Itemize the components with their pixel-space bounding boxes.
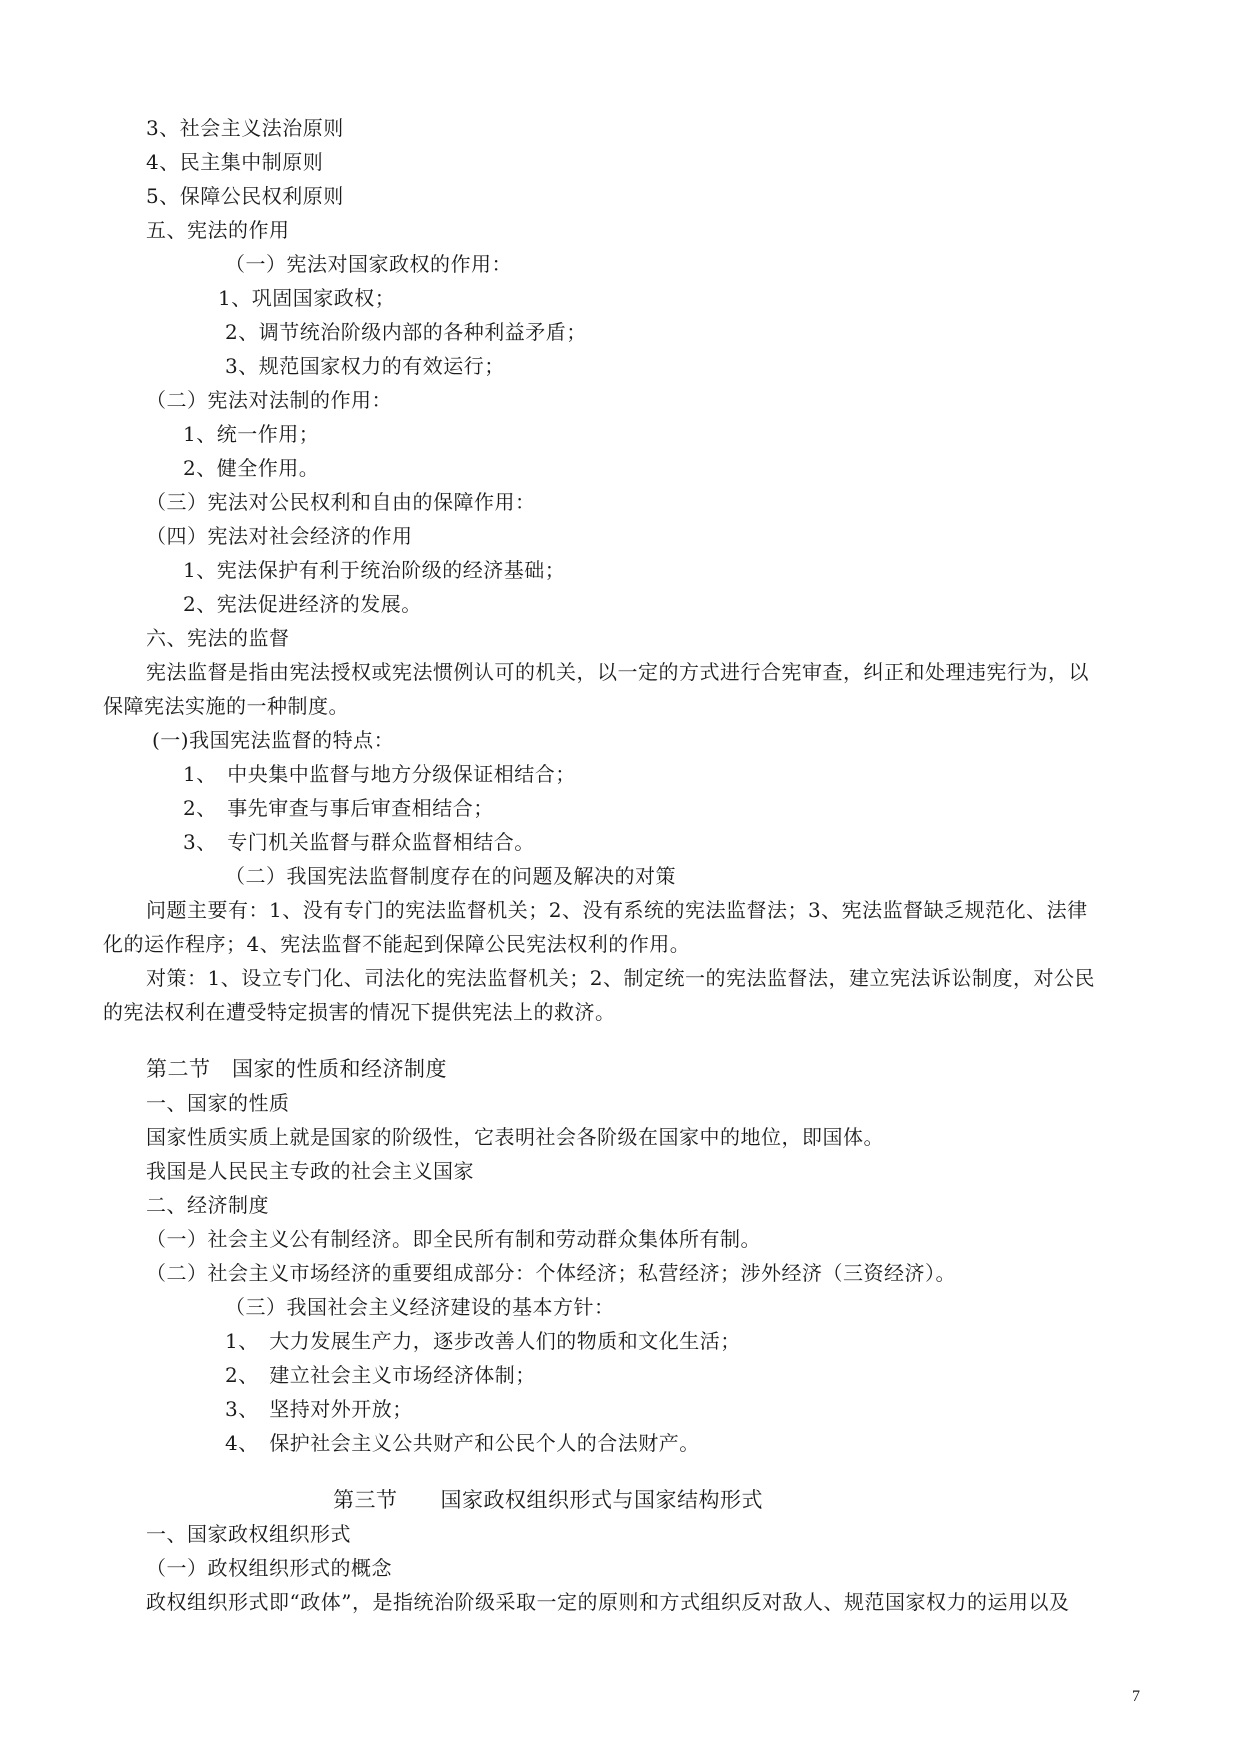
subsection-heading: （四）宪法对社会经济的作用	[146, 524, 413, 548]
text-line: 4、民主集中制原则	[146, 150, 324, 174]
subsection-heading: (一)我国宪法监督的特点：	[152, 728, 395, 752]
subsection-heading: （一）社会主义公有制经济。即全民所有制和劳动群众集体所有制。	[146, 1227, 761, 1251]
list-item: 1、统一作用；	[183, 422, 320, 446]
subsection-heading: （一）宪法对国家政权的作用：	[225, 252, 512, 276]
text-line: 3、社会主义法治原则	[146, 116, 344, 140]
paragraph-line: 保障宪法实施的一种制度。	[103, 694, 349, 718]
list-item: 3、 坚持对外开放；	[225, 1397, 413, 1421]
subsection-heading: （二）宪法对法制的作用：	[146, 388, 392, 412]
subsection-heading: （二）我国宪法监督制度存在的问题及解决的对策	[225, 864, 676, 888]
list-item: 1、 大力发展生产力，逐步改善人们的物质和文化生活；	[225, 1329, 741, 1353]
paragraph-line: 政权组织形式即“政体”，是指统治阶级采取一定的原则和方式组织反对敌人、规范国家权力的运用以及	[146, 1590, 1070, 1614]
section-heading: 一、国家的性质	[146, 1091, 290, 1115]
list-item: 1、巩固国家政权；	[218, 286, 396, 310]
text-line: 5、保障公民权利原则	[146, 184, 344, 208]
list-item: 1、 中央集中监督与地方分级保证相结合；	[183, 762, 576, 786]
list-item: 1、宪法保护有利于统治阶级的经济基础；	[183, 558, 566, 582]
paragraph-line: 的宪法权利在遭受特定损害的情况下提供宪法上的救济。	[103, 1000, 616, 1024]
list-item: 3、规范国家权力的有效运行；	[225, 354, 505, 378]
section-heading: 六、宪法的监督	[146, 626, 290, 650]
list-item: 2、宪法促进经济的发展。	[183, 592, 422, 616]
list-item: 3、 专门机关监督与群众监督相结合。	[183, 830, 535, 854]
paragraph-line: 对策：1、设立专门化、司法化的宪法监督机关；2、制定统一的宪法监督法，建立宪法诉讼制度，对公民	[146, 966, 1095, 990]
paragraph-line: 化的运作程序；4、宪法监督不能起到保障公民宪法权利的作用。	[103, 932, 691, 956]
chapter-section-title: 第三节 国家政权组织形式与国家结构形式	[333, 1488, 763, 1512]
subsection-heading: （三）我国社会主义经济建设的基本方针：	[225, 1295, 615, 1319]
subsection-heading: （二）社会主义市场经济的重要组成部分：个体经济；私营经济；涉外经济（三资经济）。	[146, 1261, 956, 1285]
page-number: 7	[1132, 1688, 1140, 1705]
chapter-section-title: 第二节 国家的性质和经济制度	[146, 1057, 447, 1081]
list-item: 4、 保护社会主义公共财产和公民个人的合法财产。	[225, 1431, 700, 1455]
section-heading: 一、国家政权组织形式	[146, 1522, 351, 1546]
subsection-heading: （三）宪法对公民权利和自由的保障作用：	[146, 490, 536, 514]
list-item: 2、调节统治阶级内部的各种利益矛盾；	[225, 320, 587, 344]
subsection-heading: （一）政权组织形式的概念	[146, 1556, 392, 1580]
paragraph-line: 问题主要有：1、没有专门的宪法监督机关；2、没有系统的宪法监督法；3、宪法监督缺乏规范化、法律	[146, 898, 1088, 922]
section-heading: 五、宪法的作用	[146, 218, 290, 242]
list-item: 2、 建立社会主义市场经济体制；	[225, 1363, 536, 1387]
list-item: 2、 事先审查与事后审查相结合；	[183, 796, 494, 820]
section-heading: 二、经济制度	[146, 1193, 269, 1217]
paragraph-line: 我国是人民民主专政的社会主义国家	[146, 1159, 474, 1183]
paragraph-line: 宪法监督是指由宪法授权或宪法惯例认可的机关，以一定的方式进行合宪审查，纠正和处理违宪行为，以	[146, 660, 1089, 684]
list-item: 2、健全作用。	[183, 456, 320, 480]
paragraph-line: 国家性质实质上就是国家的阶级性，它表明社会各阶级在国家中的地位，即国体。	[146, 1125, 884, 1149]
